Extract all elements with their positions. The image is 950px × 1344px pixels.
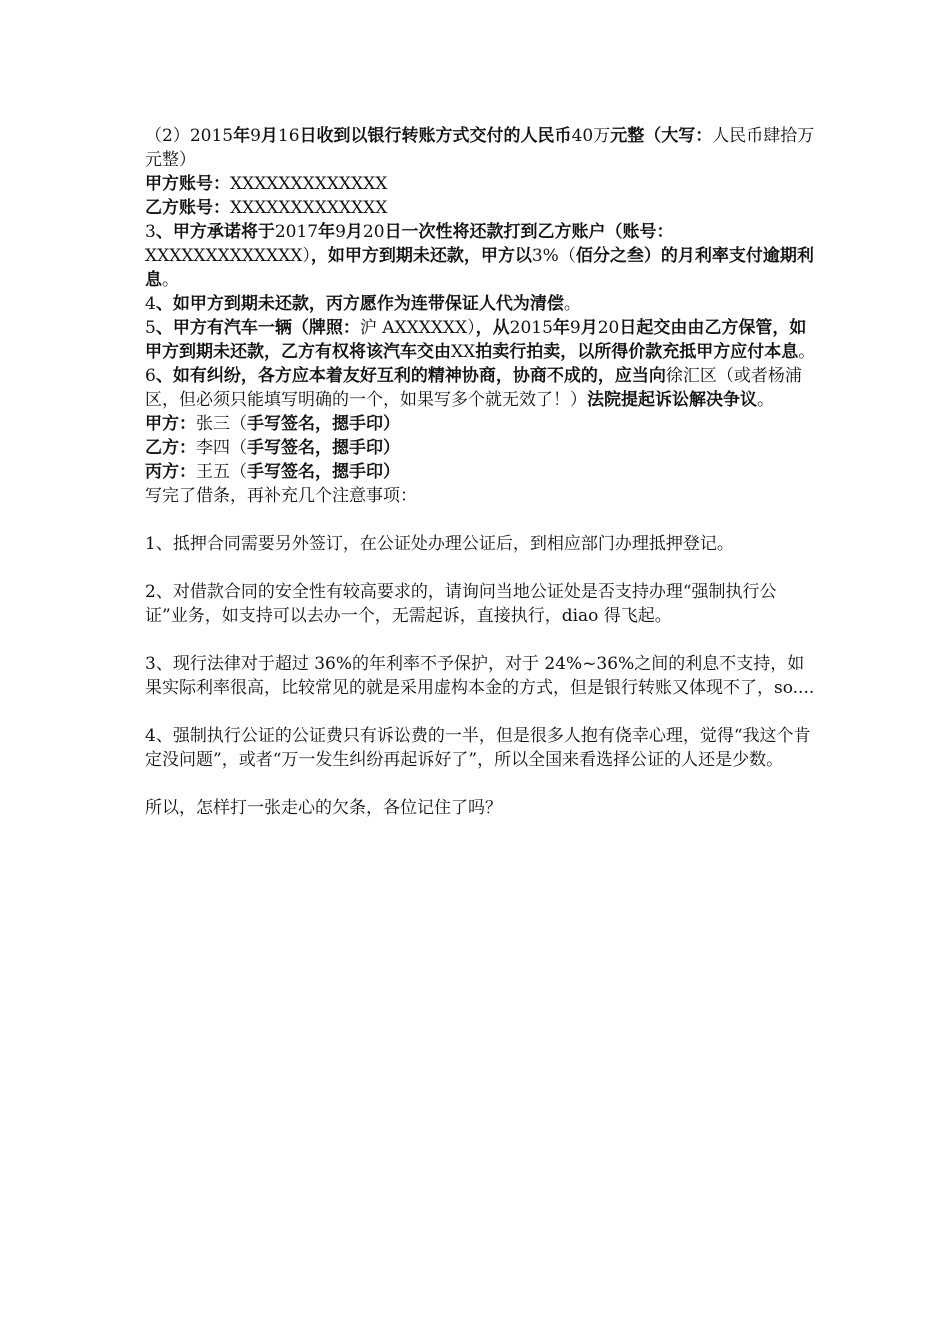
- text-capital-amount: 人民币肆拾万元整）: [145, 126, 815, 170]
- text-year: 年: [233, 126, 251, 146]
- clause-3-text: 佰分之叁）的月利率支付逾期利息: [145, 246, 814, 290]
- spacer: [145, 508, 817, 532]
- clause-5-period: 。: [798, 342, 816, 362]
- signature-name: 张三（: [196, 414, 247, 434]
- clause-3: [145, 220, 817, 292]
- text-received: 日收到以银行转账方式交付的人民币: [299, 126, 572, 146]
- closing-question: 所以，怎样打一张走心的欠条，各位记住了吗？: [145, 798, 502, 818]
- note-item: 3、现行法律对于超过 36%的年利率不予保护，对于 24%~36%之间的利息不支持，如果实际利率很高，比较常见的就是采用虚构本金的方式，但是银行转账又体现不了，so....: [145, 654, 815, 698]
- spacer: [145, 628, 817, 652]
- text-yuan-capital: 元整（大写：: [610, 126, 713, 146]
- clause-3-text: 日一次性将还款打到乙方账户（账号：: [384, 222, 674, 242]
- clause-5-text: 年: [552, 318, 570, 338]
- item-2-prefix: （2）2015: [145, 126, 234, 146]
- clause-4-text: 、如甲方到期未还款，丙方愿作为连带保证人代为清偿: [155, 294, 564, 314]
- clause-3-year: 2017: [274, 222, 319, 242]
- notes-intro: 写完了借条，再补充几个注意事项：: [145, 486, 417, 506]
- clause-6-text: 法院提起诉讼解决争议: [587, 390, 757, 410]
- clause-5-month: 9: [569, 318, 581, 338]
- clause-5-auction-house: XX: [451, 342, 476, 362]
- signature-close: ）: [383, 462, 400, 482]
- party-b-account-value: XXXXXXXXXXXXX: [230, 198, 388, 218]
- party-a-account: [145, 172, 817, 196]
- text-wan: 万: [593, 126, 611, 146]
- clause-6-court-district: 徐汇区（或者杨浦区，但必须只能填写明确的一个，如果写多个就无效了！）: [145, 366, 802, 410]
- clause-3-text: 年: [318, 222, 336, 242]
- signature-line: [145, 460, 817, 484]
- clause-3-account: XXXXXXXXXXXXX）: [145, 246, 311, 266]
- signature-name: 王五（: [196, 462, 247, 482]
- document-body: [145, 124, 817, 820]
- clause-6: [145, 364, 817, 412]
- clause-3-period: 。: [162, 270, 179, 290]
- clause-5-text: 拍卖行拍卖，以所得价款充抵甲方应付本息: [475, 342, 799, 362]
- party-a-account-label: 甲方账号：: [145, 174, 230, 194]
- spacer: [145, 700, 817, 724]
- signature-line: [145, 436, 817, 460]
- clause-5-text: 日起交由由乙方保管，如甲方到期未还款，乙方有权将该汽车交由: [145, 318, 807, 362]
- clause-5-year: 2015: [509, 318, 553, 338]
- party-a-account-value: XXXXXXXXXXXXX: [230, 174, 388, 194]
- note-item: 2、对借款合同的安全性有较高要求的，请询问当地公证处是否支持办理“强制执行公证”业务，如支持可以去办一个，无需起诉，直接执行，diao 得飞起。: [145, 582, 777, 626]
- clause-3-text: ，如甲方到期未还款，甲方以: [310, 246, 532, 266]
- clause-6-number: 6: [145, 366, 156, 386]
- clause-5-text: 、甲方有汽车一辆（牌照：: [155, 318, 360, 338]
- clause-3-rate: 3%（: [531, 246, 576, 266]
- note-item: 1、抵押合同需要另外签订，在公证处办理公证后，到相应部门办理抵押登记。: [145, 534, 734, 554]
- clause-5-text: 月: [580, 318, 598, 338]
- clause-5-text: ，从: [475, 318, 510, 338]
- spacer: [145, 772, 817, 796]
- signature-note: 手写签名，摁手印: [247, 462, 383, 482]
- clause-5: [145, 316, 817, 364]
- signature-label: 甲方：: [145, 414, 196, 434]
- clause-6-period: 。: [757, 390, 774, 410]
- clause-3-number: 3: [145, 222, 156, 242]
- party-b-account-label: 乙方账号：: [145, 198, 230, 218]
- number-amount: 40: [571, 126, 594, 146]
- text-month: 月: [260, 126, 278, 146]
- clause-3-text: 、甲方承诺将于: [155, 222, 275, 242]
- clause-3-month: 9: [335, 222, 346, 242]
- clause-3-day: 20: [362, 222, 385, 242]
- spacer: [145, 556, 817, 580]
- signature-label: 乙方：: [145, 438, 196, 458]
- clause-5-number: 5: [145, 318, 156, 338]
- signature-note: 手写签名，摁手印: [247, 414, 383, 434]
- signature-close: ）: [383, 438, 400, 458]
- party-b-account: [145, 196, 817, 220]
- clause-5-plate: 沪 AXXXXXX）: [359, 318, 476, 338]
- item-2-paragraph: [145, 124, 817, 172]
- note-item: 4、强制执行公证的公证费只有诉讼费的一半，但是很多人抱有侥幸心理，觉得“我这个肯定没问题”，或者“万一发生纠纷再起诉好了”，所以全国来看选择公证的人还是少数。: [145, 726, 811, 770]
- clause-4-number: 4: [145, 294, 156, 314]
- signature-line: [145, 412, 817, 436]
- signature-name: 李四（: [196, 438, 247, 458]
- number-month: 9: [250, 126, 261, 146]
- clause-3-text: 月: [345, 222, 363, 242]
- signature-label: 丙方：: [145, 462, 196, 482]
- clause-5-day: 20: [597, 318, 620, 338]
- number-day: 16: [277, 126, 300, 146]
- signature-close: ）: [383, 414, 400, 434]
- clause-4: [145, 292, 817, 316]
- clause-6-text: 、如有纠纷，各方应本着友好互利的精神协商，协商不成的，应当向: [155, 366, 666, 386]
- signature-note: 手写签名，摁手印: [247, 438, 383, 458]
- clause-4-period: 。: [563, 294, 581, 314]
